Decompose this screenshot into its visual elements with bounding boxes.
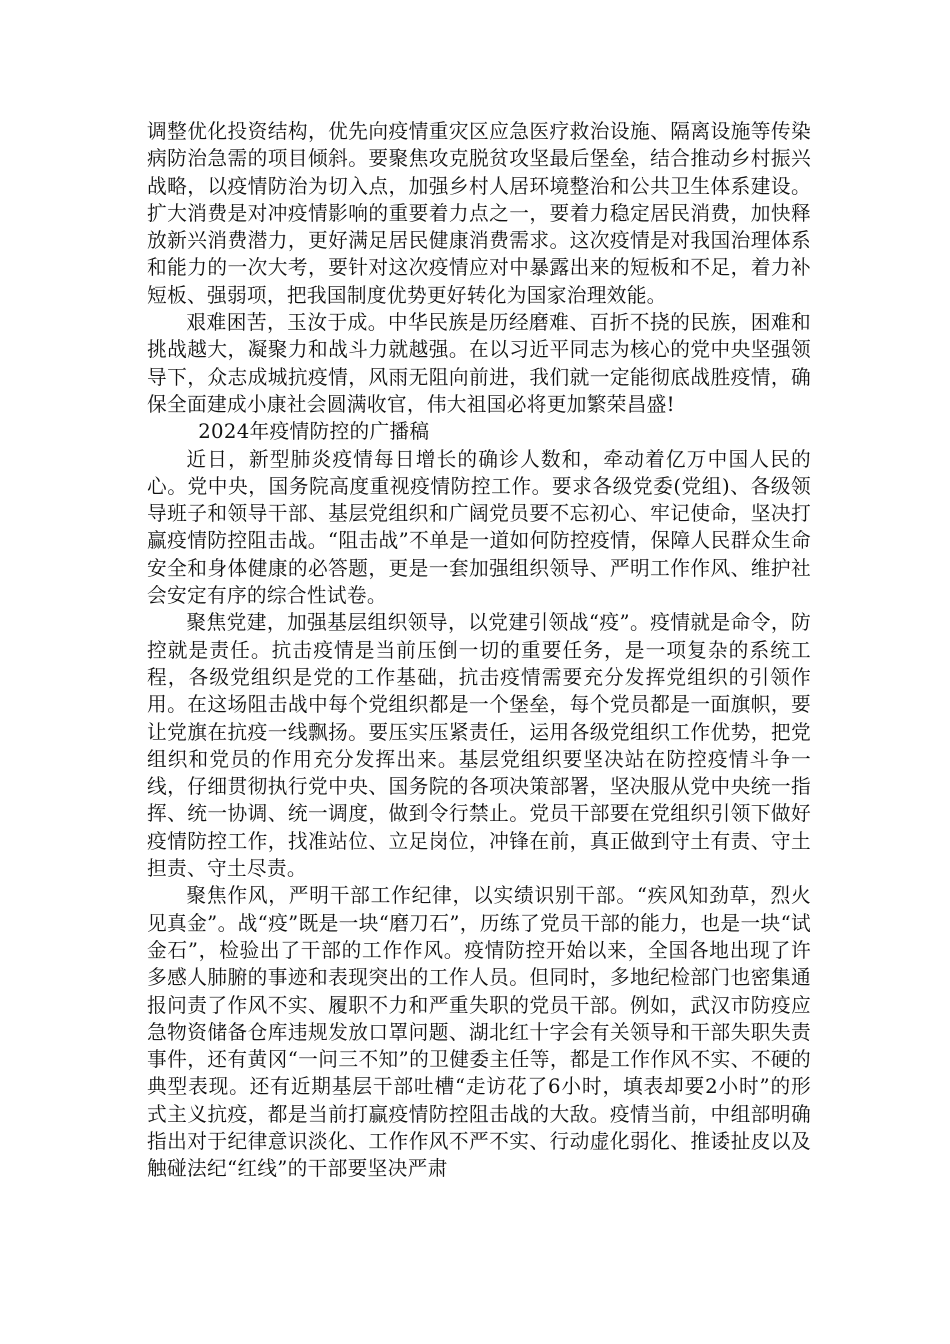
paragraph-work-style: 聚焦作风，严明干部工作纪律，以实绩识别干部。“疾风知劲草，烈火见真金”。战“疫”既是一块“磨刀石”，历练了党员干部的能力，也是一块“试金石”，检验出了干部的工作作风。疫情防控开始以来，全国各地出现了许多感人肺腑的事迹和表现突出的工作人员。但同时，多地纪检部门也密集通报问责了作风不实、履职不力和严重失职的党员干部。例如，武汉市防疫应急物资储备仓库违规发放口罩问题、湖北红十字会有关领导和干部失职失责事件，还有黄冈“一问三不知”的卫健委主任等，都是工作作风不实、不硬的典型表现。还有近期基层干部吐槽“走访花了6小时，填表却要2小时”的形式主义抗疫，都是当前打赢疫情防控阻击战的大敌。疫情当前，中组部明确指出对于纪律意识淡化、工作作风不严不实、行动虚化弱化、推诿扯皮以及触碰法纪“红线”的干部要坚决严肃 <box>147 884 811 1181</box>
section-title: 2024年疫情防控的广播稿 <box>198 420 430 444</box>
paragraph-perseverance: 艰难困苦，玉汝于成。中华民族是历经磨难、百折不挠的民族，困难和挑战越大，凝聚力和战斗力就越强。在以习近平同志为核心的党中央坚强领导下，众志成城抗疫情，风雨无阻向前进，我们就一定能彻底战胜疫情，确保全面建成小康社会圆满收官，伟大祖国必将更加繁荣昌盛! <box>147 311 811 416</box>
paragraph-party-building: 聚焦党建，加强基层组织领导，以党建引领战“疫”。疫情就是命令，防控就是责任。抗击疫情是当前压倒一切的重要任务，是一项复杂的系统工程，各级党组织是党的工作基础，抗击疫情需要充分发挥党组织的引领作用。在这场阻击战中每个党组织都是一个堡垒，每个党员都是一面旗帜，要让党旗在抗疫一线飘扬。要压实压紧责任，运用各级党组织工作优势，把党组织和党员的作用充分发挥出来。基层党组织要坚决站在防控疫情斗争一线，仔细贯彻执行党中央、国务院的各项决策部署，坚决服从党中央统一指挥、统一协调、统一调度，做到令行禁止。党员干部要在党组织引领下做好疫情防控工作，找准站位、立足岗位，冲锋在前，真正做到守土有责、守土担责、守土尽责。 <box>147 611 811 881</box>
paragraph-intro: 近日，新型肺炎疫情每日增长的确诊人数和，牵动着亿万中国人民的心。党中央，国务院高度重视疫情防控工作。要求各级党委(党组)、各级领导班子和领导干部、基层党组织和广阔党员要不忘初心、牢记使命，坚决打赢疫情防控阻击战。“阻击战”不单是一道如何防控疫情，保障人民群众生命安全和身体健康的必答题，更是一套加强组织领导、严明工作作风、维护社会安定有序的综合性试卷。 <box>147 447 811 608</box>
paragraph-investment: 调整优化投资结构，优先向疫情重灾区应急医疗救治设施、隔离设施等传染病防治急需的项目倾斜。要聚焦攻克脱贫攻坚最后堡垒，结合推动乡村振兴战略，以疫情防治为切入点，加强乡村人居环境整治和公共卫生体系建设。扩大消费是对冲疫情影响的重要着力点之一，要着力稳定居民消费，加快释放新兴消费潜力，更好满足居民健康消费需求。这次疫情是对我国治理体系和能力的一次大考，要针对这次疫情应对中暴露出来的短板和不足，着力补短板、强弱项，把我国制度优势更好转化为国家治理效能。 <box>147 120 811 307</box>
document-page <box>147 118 811 1183</box>
